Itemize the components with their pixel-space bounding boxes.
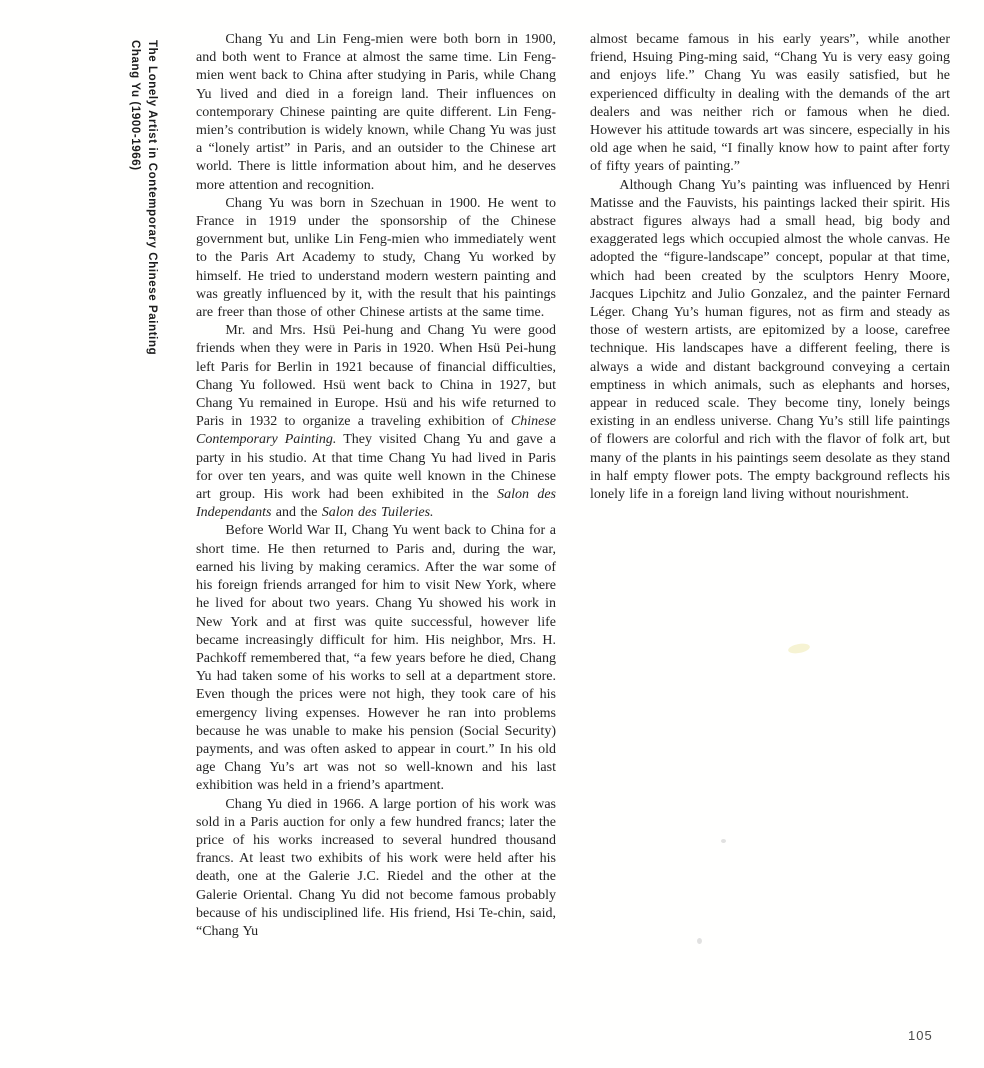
text-run: Mr. and Mrs. Hsü Pei-hung and Chang Yu were good friends when they were in Paris in 1920. When Hsü Pei-hung left Paris for Berlin in 1921 because of financial difficulties, Chang Yu followed. Hsü went back to China in 1927, but Chang Yu remained in Europe. Hsü and his wife returned to Paris in 1932 to organize a traveling exhibition of xyxy=(196,323,556,430)
paragraph xyxy=(196,322,556,522)
scan-smudge xyxy=(787,642,810,655)
text-run: Chang Yu and Lin Feng-mien were both born in 1900, and both went to France at almost the same time. Lin Feng-mien went back to China after studying in Paris, while Chang Yu lived and died in a foreign land. Their influences on contemporary Chinese painting are quite different. Lin Feng-mien’s contribution is widely known, while Chang Yu was just a “lonely artist” in Paris, and an outsider to the Chinese art world. There is little information about him, and he deserves more attention and recognition. xyxy=(196,32,556,193)
page-number: 105 xyxy=(908,1028,933,1043)
sidebar-vertical-title xyxy=(126,40,160,380)
chapter-title: Chang Yu (1900-1966) xyxy=(129,40,141,171)
text-run: and the xyxy=(271,505,322,521)
text-run: Chang Yu was born in Szechuan in 1900. He went to France in 1919 under the sponsorship of the Chinese government but, unlike Lin Feng-mien who immediately went to the Paris Art Academy to study, Chang Yu worked by himself. He tried to understand modern western painting and was greatly influenced by it, with the result that his paintings are freer than those of other Chinese artists at the same time. xyxy=(196,195,556,321)
paragraph xyxy=(590,177,950,505)
text-run: almost became famous in his early years”, while another friend, Hsuing Ping-ming said, “Chang Yu is very easy going and enjoys life.” Chang Yu was easily satisfied, but he experienced difficulty in dealing with the demands of the art dealers and was neither rich or famous when he died. However his attitude towards art was sincere, especially in his old age when he said, “I finally know how to paint after forty of fifty years of painting.” xyxy=(590,32,950,175)
chapter-subtitle: The Lonely Artist in Contemporary Chinese Painting xyxy=(146,40,158,356)
paragraph xyxy=(196,522,556,795)
paragraph xyxy=(196,31,556,195)
italic-text-run: Salon des Independants xyxy=(196,487,556,521)
text-run: Before World War II, Chang Yu went back to China for a short time. He then returned to Paris and, during the war, earned his living by making ceramics. After the war some of his foreign friends arranged for him to visit New York, where he lived for about two years. Chang Yu showed his work in New York and at first was quite successful, however life became increasingly difficult for him. His neighbor, Mrs. H. Pachkoff remembered that, “a few years before he died, Chang Yu had taken some of his works to sell at a department store. Even though the prices were not high, they took care of his emergency living expenses. However he ran into problems because he was unable to make his pension (Social Security) payments, and was often asked to appear in court.” In his old age Chang Yu’s art was not so well-known and his last exhibition was held in a friend’s apartment. xyxy=(196,523,556,794)
scan-speck xyxy=(721,839,726,843)
scan-speck xyxy=(697,938,702,944)
text-run: Chang Yu died in 1966. A large portion of his work was sold in a Paris auction for only a few hundred francs; later the price of his works increased to several hundred thousand francs. At least two exhibits of his work were held after his death, one at the Galerie J.C. Riedel and the other at the Galerie Oriental. Chang Yu did not become famous probably because of his undisciplined life. His friend, Hsi Te-chin, said, “Chang Yu xyxy=(196,796,556,939)
text-run: They visited Chang Yu and gave a party in his studio. At that time Chang Yu had lived in Paris for over ten years, and was quite well known in the Chinese art group. His work had been exhibited in the xyxy=(196,432,557,503)
paragraph xyxy=(196,195,556,322)
italic-text-run: Chinese Contemporary Painting. xyxy=(196,414,556,448)
text-run: Although Chang Yu’s painting was influenced by Henri Matisse and the Fauvists, his paintings lacked their spirit. His abstract figures always had a small head, big body and exaggerated legs which occupied almost the whole canvas. He adopted the “figure-landscape” concept, popular at that time, which had been created by the sculptors Henry Moore, Jacques Lipchitz and Julio Gonzalez, and the painter Fernard Léger. Chang Yu’s human figures, not as firm and steady as those of western artists, are epitomized by a loose, carefree technique. His landscapes have a different feeling, there is always a wide and distant background conveying a certain emptiness in which animals, such as elephants and horses, appear in reduced scale. They become tiny, lonely beings existing in an endless universe. Chang Yu’s still life paintings of flowers are colorful and rich with the flavor of folk art, but many of the plants in his paintings seem desolate as they stand in half empty flower pots. The empty background reflects his lonely life in a foreign land living without nourishment. xyxy=(590,177,950,503)
paragraph xyxy=(590,31,950,177)
text-column-left xyxy=(196,31,556,941)
paragraph xyxy=(196,796,556,942)
text-column-right xyxy=(590,31,950,504)
italic-text-run: Salon des Tuileries. xyxy=(321,505,434,521)
